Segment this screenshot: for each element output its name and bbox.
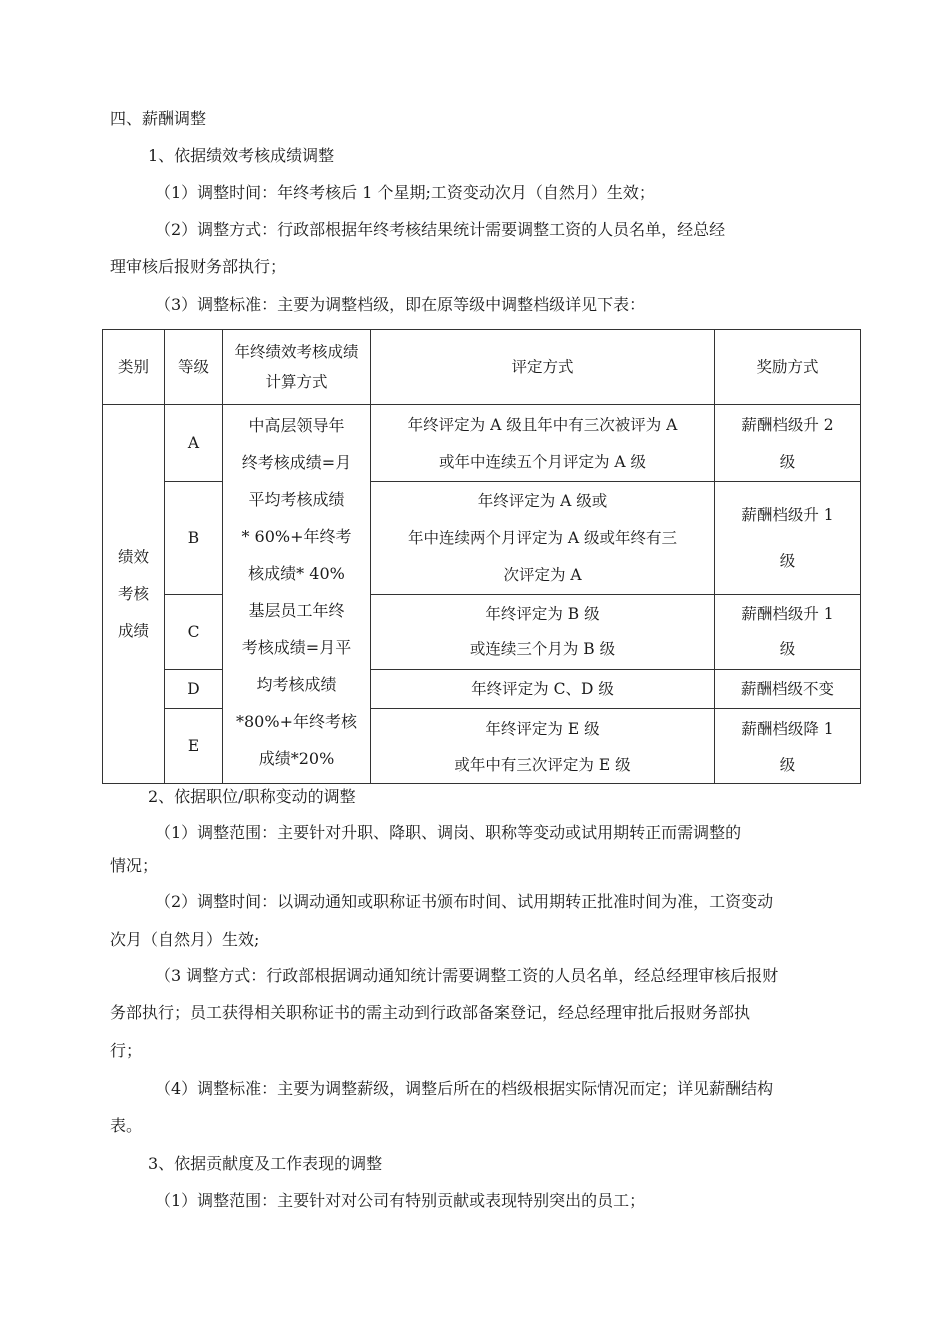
paragraph: （3 调整方式：行政部根据调动通知统计需要调整工资的人员名单，经总经理审核后报财 bbox=[155, 966, 779, 985]
header-calc: 年终绩效考核成绩 计算方式 bbox=[223, 330, 371, 405]
reward-cell: 薪酬档级降 1 级 bbox=[715, 709, 861, 784]
paragraph: （2）调整时间：以调动通知或职称证书颁布时间、试用期转正批准时间为准，工资变动 bbox=[155, 892, 774, 911]
reward-cell: 薪酬档级升 1 级 bbox=[715, 482, 861, 595]
category-cell: 绩效 考核 成绩 bbox=[103, 405, 165, 784]
evaluation-cell: 年终评定为 A 级且年中有三次被评为 A 或年中连续五个月评定为 A 级 bbox=[371, 405, 715, 482]
header-grade: 等级 bbox=[165, 330, 223, 405]
paragraph-continuation: 理审核后报财务部执行； bbox=[110, 257, 287, 276]
evaluation-cell: 年终评定为 C、D 级 bbox=[371, 670, 715, 709]
paragraph: （2）调整方式：行政部根据年终考核结果统计需要调整工资的人员名单，经总经 bbox=[155, 220, 726, 239]
subsection-title-3: 3、依据贡献度及工作表现的调整 bbox=[148, 1154, 383, 1173]
header-reward: 奖励方式 bbox=[715, 330, 861, 405]
grade-cell: B bbox=[165, 482, 223, 595]
evaluation-cell: 年终评定为 B 级 或连续三个月为 B 级 bbox=[371, 595, 715, 670]
calc-method-cell: 中高层领导年 终考核成绩=月 平均考核成绩 * 60%+年终考 核成绩* 40% 基层员工年终 考核成绩=月平 均考核成绩 *80%+年终考核 成绩*20% bbox=[223, 405, 371, 784]
paragraph-continuation: 情况； bbox=[110, 856, 159, 875]
paragraph: （1）调整时间：年终考核后 1 个星期;工资变动次月（自然月）生效； bbox=[155, 183, 655, 202]
table-header-row bbox=[103, 330, 861, 405]
paragraph-continuation: 行； bbox=[110, 1041, 143, 1060]
paragraph: （1）调整范围：主要针对对公司有特别贡献或表现特别突出的员工； bbox=[155, 1191, 646, 1210]
grade-cell: A bbox=[165, 405, 223, 482]
paragraph-continuation: 次月（自然月）生效; bbox=[110, 930, 260, 949]
grade-cell: D bbox=[165, 670, 223, 709]
reward-cell: 薪酬档级升 1 级 bbox=[715, 595, 861, 670]
paragraph-continuation: 表。 bbox=[110, 1116, 143, 1135]
grade-cell: E bbox=[165, 709, 223, 784]
table-row bbox=[103, 482, 861, 595]
header-category: 类别 bbox=[103, 330, 165, 405]
subsection-title-1: 1、依据绩效考核成绩调整 bbox=[148, 146, 335, 165]
table-row bbox=[103, 405, 861, 482]
reward-cell: 薪酬档级升 2 级 bbox=[715, 405, 861, 482]
paragraph-continuation: 务部执行；员工获得相关职称证书的需主动到行政部备案登记，经总经理审批后报财务部执 bbox=[110, 1003, 751, 1022]
grade-cell: C bbox=[165, 595, 223, 670]
header-evaluation: 评定方式 bbox=[371, 330, 715, 405]
evaluation-cell: 年终评定为 E 级 或年中有三次评定为 E 级 bbox=[371, 709, 715, 784]
paragraph: （1）调整范围：主要针对升职、降职、调岗、职称等变动或试用期转正而需调整的 bbox=[155, 823, 742, 842]
reward-cell: 薪酬档级不变 bbox=[715, 670, 861, 709]
section-heading: 四、薪酬调整 bbox=[110, 109, 207, 128]
table-row bbox=[103, 670, 861, 709]
adjustment-table bbox=[102, 329, 861, 784]
subsection-title-2: 2、依据职位/职称变动的调整 bbox=[148, 787, 356, 806]
paragraph: （3）调整标准：主要为调整档级，即在原等级中调整档级详见下表： bbox=[155, 295, 646, 314]
table-row bbox=[103, 709, 861, 784]
paragraph: （4）调整标准：主要为调整薪级，调整后所在的档级根据实际情况而定；详见薪酬结构 bbox=[155, 1079, 774, 1098]
evaluation-cell: 年终评定为 A 级或 年中连续两个月评定为 A 级或年终有三 次评定为 A bbox=[371, 482, 715, 595]
table-row bbox=[103, 595, 861, 670]
